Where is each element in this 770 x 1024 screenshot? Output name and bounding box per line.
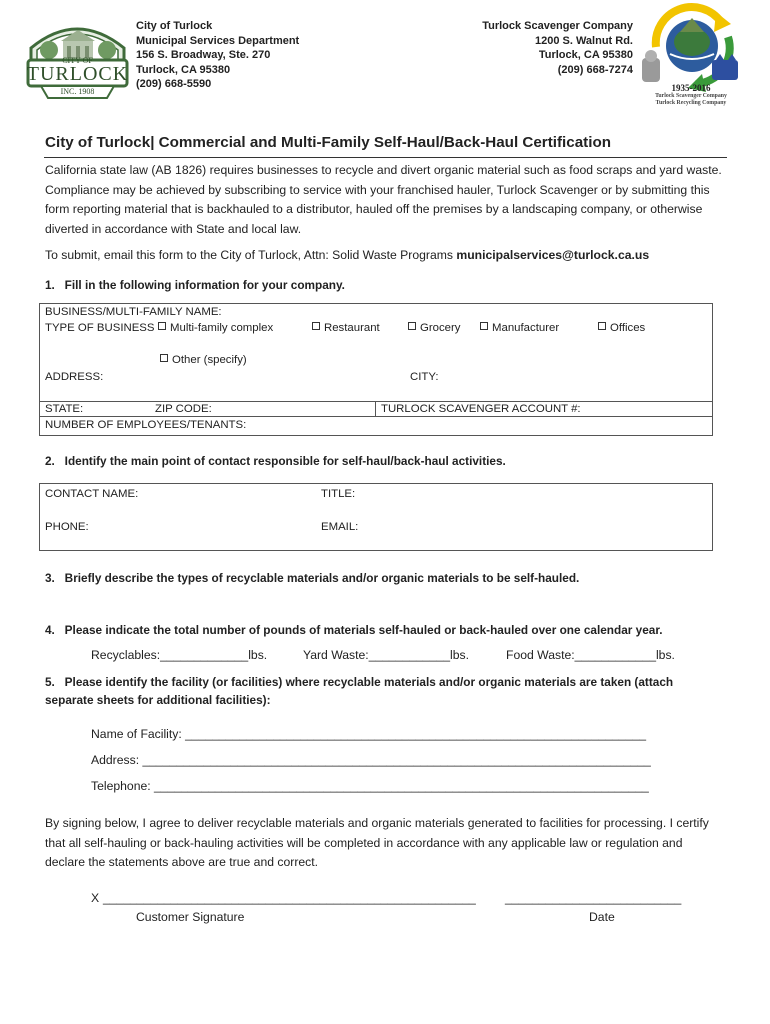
checkbox-icon[interactable] (312, 322, 320, 330)
checkbox-icon[interactable] (598, 322, 606, 330)
address-label: ADDRESS: (45, 371, 104, 383)
section-4-heading: 4. Please indicate the total number of pounds of materials self-hauled or back-hauled over one calendar year. (45, 623, 663, 637)
email-label: EMAIL: (321, 521, 359, 533)
facility-address-field[interactable]: Address: ___________________________________________________________________________ (91, 753, 651, 767)
phone-label: PHONE: (45, 521, 89, 533)
logo-years: 1935-2016 (671, 83, 711, 93)
checkbox-icon[interactable] (408, 322, 416, 330)
checkbox-grocery[interactable] (408, 322, 461, 334)
account-number-label: TURLOCK SCAVENGER ACCOUNT #: (381, 403, 581, 415)
business-name-label: BUSINESS/MULTI-FAMILY NAME: (45, 306, 222, 318)
city-address-line: (209) 668-5590 (136, 78, 212, 90)
checkbox-offices[interactable] (598, 322, 645, 334)
logo-company-line1: Turlock Scavenger Company (655, 93, 727, 99)
state-label: STATE: (45, 403, 84, 415)
zip-code-label: ZIP CODE: (155, 403, 212, 415)
section-5-heading: 5. Please identify the facility (or facilities) where recyclable materials and/or organic materials are taken (attach separate sheets for additional facilities): (45, 675, 677, 707)
page-title: City of Turlock| Commercial and Multi-Family Self-Haul/Back-Haul Certification (45, 134, 612, 151)
checkbox-label: Grocery (420, 322, 461, 334)
contact-table (39, 483, 713, 551)
scavenger-address-line: (209) 668-7274 (557, 63, 633, 76)
logo-inc-text: INC. 1908 (60, 87, 95, 96)
row-divider (40, 416, 712, 417)
submit-email[interactable]: municipalservices@turlock.ca.us (456, 248, 650, 262)
customer-signature-label: Customer Signature (136, 910, 245, 924)
intro-paragraph: California state law (AB 1826) requires businesses to recycle and divert organic material such as food scraps and yard waste. Compliance may be achieved by subscribing to service with your franchised hauler, Turlock Scavenger or by submitting this form reporting material that is backhauled to a distributor, hauled off the premises by a landscaping company, or otherwise diverted in accordance with State and local law. (45, 163, 722, 236)
yard-waste-field[interactable]: Yard Waste:____________lbs. (303, 648, 469, 662)
type-of-business-label: TYPE OF BUSINESS (45, 322, 155, 334)
submit-instructions (45, 246, 725, 266)
logo-company-line2: Turlock Recycling Company (655, 100, 727, 106)
row-divider (40, 401, 712, 402)
section-2-heading: 2. Identify the main point of contact responsible for self-haul/back-haul activities. (45, 454, 506, 468)
section-3-heading: 3. Briefly describe the types of recyclable materials and/or organic materials to be self-hauled. (45, 571, 580, 585)
checkbox-label: Offices (610, 322, 646, 334)
food-waste-field[interactable]: Food Waste:____________lbs. (506, 648, 675, 662)
date-line[interactable]: __________________________ (505, 891, 682, 905)
recyclables-field[interactable]: Recyclables:_____________lbs. (91, 648, 268, 662)
employees-label: NUMBER OF EMPLOYEES/TENANTS: (45, 419, 247, 431)
city-of-turlock-logo (25, 18, 130, 102)
title-label: TITLE: (321, 488, 356, 500)
submit-text: To submit, email this form to the City of Turlock, Attn: Solid Waste Programs (45, 248, 457, 262)
city-address-line: City of Turlock (136, 20, 213, 32)
scavenger-address-line: Turlock Scavenger Company (482, 20, 633, 32)
scavenger-address-line: Turlock, CA 95380 (538, 49, 633, 61)
city-label: CITY: (410, 371, 439, 383)
checkbox-manufacturer[interactable] (480, 322, 559, 334)
checkbox-label: Multi-family complex (170, 322, 274, 334)
checkbox-icon[interactable] (158, 322, 166, 330)
checkbox-label: Restaurant (324, 322, 380, 334)
signature-x: X (91, 891, 100, 905)
facility-telephone-field[interactable]: Telephone: _________________________________________________________________________ (91, 779, 649, 793)
col-divider (375, 401, 376, 416)
logo-turlock-text: TURLOCK (26, 63, 129, 85)
city-address-line: 156 S. Broadway, Ste. 270 (136, 49, 271, 61)
scavenger-address-line: 1200 S. Walnut Rd. (534, 34, 633, 47)
checkbox-label: Manufacturer (492, 322, 560, 334)
section-1-heading: 1. Fill in the following information for your company. (45, 278, 345, 292)
city-address-line: Municipal Services Department (136, 34, 300, 47)
checkbox-icon[interactable] (160, 354, 168, 362)
checkbox-restaurant[interactable] (312, 322, 380, 334)
signature-line[interactable]: _______________________________________________________ (103, 891, 476, 905)
date-label: Date (589, 910, 615, 924)
contact-name-label: CONTACT NAME: (45, 488, 139, 500)
city-address-line: Turlock, CA 95380 (136, 63, 231, 76)
certification-paragraph: By signing below, I agree to deliver recyclable materials and organic materials generated to facilities for processing. I certify that all self-hauling or back-hauling activities will be completed in accordance with any applicable law or regulation and declare the statements above are true and correct. (45, 816, 709, 869)
facility-name-field[interactable]: Name of Facility: ____________________________________________________________________ (91, 727, 647, 741)
checkbox-label: Other (specify) (172, 354, 247, 366)
checkbox-other[interactable] (160, 354, 247, 366)
city-address-block (136, 19, 336, 92)
checkbox-multi-family[interactable] (158, 322, 273, 334)
title-underline (44, 157, 727, 158)
logo-city-of-text: CITY OF (62, 56, 93, 65)
scavenger-address-block (460, 19, 633, 77)
checkbox-icon[interactable] (480, 322, 488, 330)
turlock-scavenger-logo (636, 2, 746, 108)
